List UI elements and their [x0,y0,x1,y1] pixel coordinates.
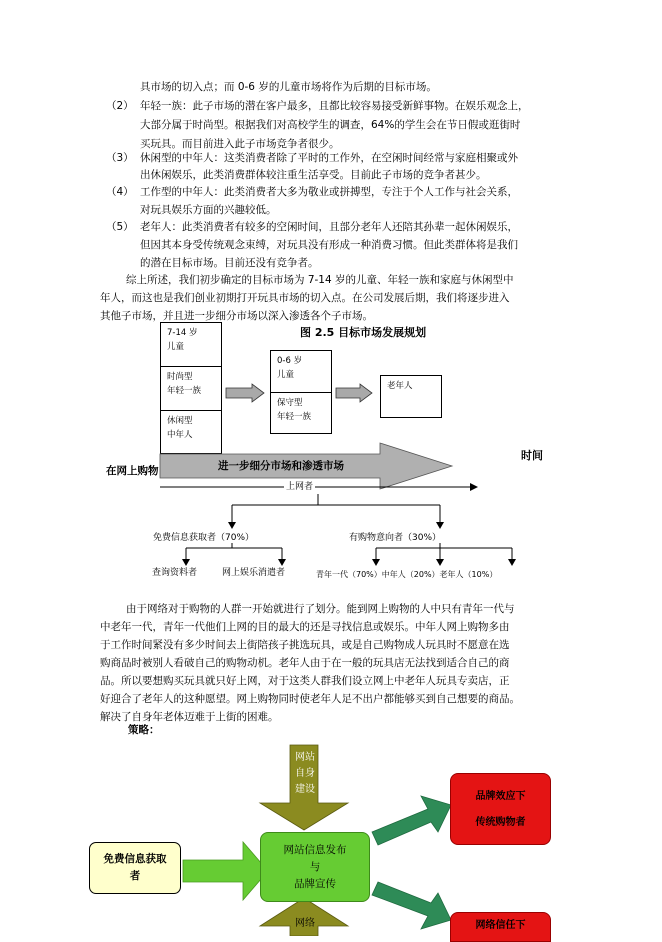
segment-line: 的潜在目标市场。目前还没有竞争者。 [140,257,319,269]
center-box: 网站信息发布 与 品牌宣传 [260,832,370,902]
paragraph-line: 品。所以要想购买玩具就只好上网，对于这类人群我们设立网上中老年人玩具专卖店，正 [100,675,510,687]
tree-left-child: 查询资料者 [152,568,198,578]
segment-number: （4） [106,186,134,198]
bottom-box-label: 网络 [295,918,315,929]
tree-left-child: 网上娱乐消遣者 [222,568,286,578]
stage1-item: 7-14 岁 儿童 [161,323,221,367]
segment-line: 但因其本身受传统观念束缚，对玩具没有形成一种消费习惯。但此类群体将是我们 [140,239,518,251]
brand-effect-box: 品牌效应下 传统购物者 [450,773,551,845]
segment-line: 休闲型的中年人：这类消费者除了平时的工作外，在空闲时间经常与家庭相聚或外 [140,152,518,164]
lower-diagonal-arrow-shape [372,882,451,929]
segment-number: （3） [106,152,134,164]
segment-line: 年轻一族：此子市场的潜在客户最多，且都比较容易接受新鲜事物。在娱乐观念上， [140,100,529,112]
segment-number: （5） [106,221,134,233]
top-box-label: 网站 自身 建设 [295,752,315,795]
tree-left-node: 免费信息获取者（70%） [153,533,255,543]
left-label: 在网上购物 [106,465,159,477]
segment-line: 买玩具。而目前进入此子市场竞争者很少。 [140,138,340,150]
segment-line: 出休闲娱乐，此类消费群体较注重生活享受。目前此子市场的竞争者甚少。 [140,169,487,181]
upper-diagonal-arrow-shape [372,796,451,845]
figure-caption: 图 2.5 目标市场发展规划 [300,326,427,339]
summary-line: 综上所述，我们初步确定的目标市场为 7-14 岁的儿童、年轻一族和家庭与休闲型中 [126,274,514,286]
segment-number: （2） [106,100,134,112]
paragraph-line: 解决了自身年老体迈难于上街的困难。 [100,711,279,723]
paragraph-line: 中老年一代，青年一代他们上网的目的最大的还是寻找信息或娱乐。中年人网上购物多由 [100,621,510,633]
paragraph-line: 购商品时被别人看破自己的购物动机。老年人由于在一般的玩具店无法找到适合自己的商 [100,657,510,669]
tree-root: 上网者 [286,482,314,492]
paragraph-line: 好迎合了老年人的这种愿望。网上购物同时使老年人足不出户都能够买到自己想要的商品。 [100,693,520,705]
segment-line: 对玩具娱乐方面的兴趣较低。 [140,204,277,216]
segment-line: 工作型的中年人：此类消费者大多为敬业或拼搏型，专注于个人工作与社会关系， [140,186,518,198]
paragraph-line: 由于网络对于购物的人群一开始就进行了划分。能到网上购物的人中只有青年一代与 [126,603,515,615]
stage1-item: 休闲型 中年人 [167,416,193,440]
intro-line: 具市场的切入点；而 0-6 岁的儿童市场将作为后期的目标市场。 [140,81,437,93]
big-arrow-label: 进一步细分市场和渗透市场 [218,460,344,472]
free-info-box: 免费信息获取 者 [89,842,181,894]
stage2-item: 保守型 年轻一族 [277,398,312,422]
segment-line: 老年人：此类消费者有较多的空闲时间，且部分老年人还陪其孙辈一起休闲娱乐， [140,221,518,233]
strategy-heading: 策略： [128,724,160,736]
network-trust-box: 网络信任下 [450,912,551,942]
paragraph-line: 于工作时间紧没有多少时间去上街陪孩子挑选玩具，或是自己购物成人玩具时不愿意在选 [100,639,510,651]
summary-line: 年人，而这也是我们创业初期打开玩具市场的切入点。在公司发展后期，我们将逐步进入 [100,292,510,304]
segment-line: 大部分属于时尚型。根据我们对高校学生的调查，64%的学生会在节日假或逛街时 [140,119,521,131]
summary-line: 其他子市场，并且进一步细分市场以深入渗透各个子市场。 [100,310,373,322]
stage2-item: 0-6 岁 儿童 [271,351,331,393]
stage3-item: 老年人 [387,381,413,391]
time-label: 时间 [521,449,543,462]
left-right-arrow-shape [183,842,268,900]
tree-right-node: 有购物意向者（30%） [349,533,442,543]
tree-right-children: 青年一代（70%）中年人（20%）老年人（10%） [316,570,498,579]
stage1-item: 时尚型 年轻一族 [161,367,221,411]
